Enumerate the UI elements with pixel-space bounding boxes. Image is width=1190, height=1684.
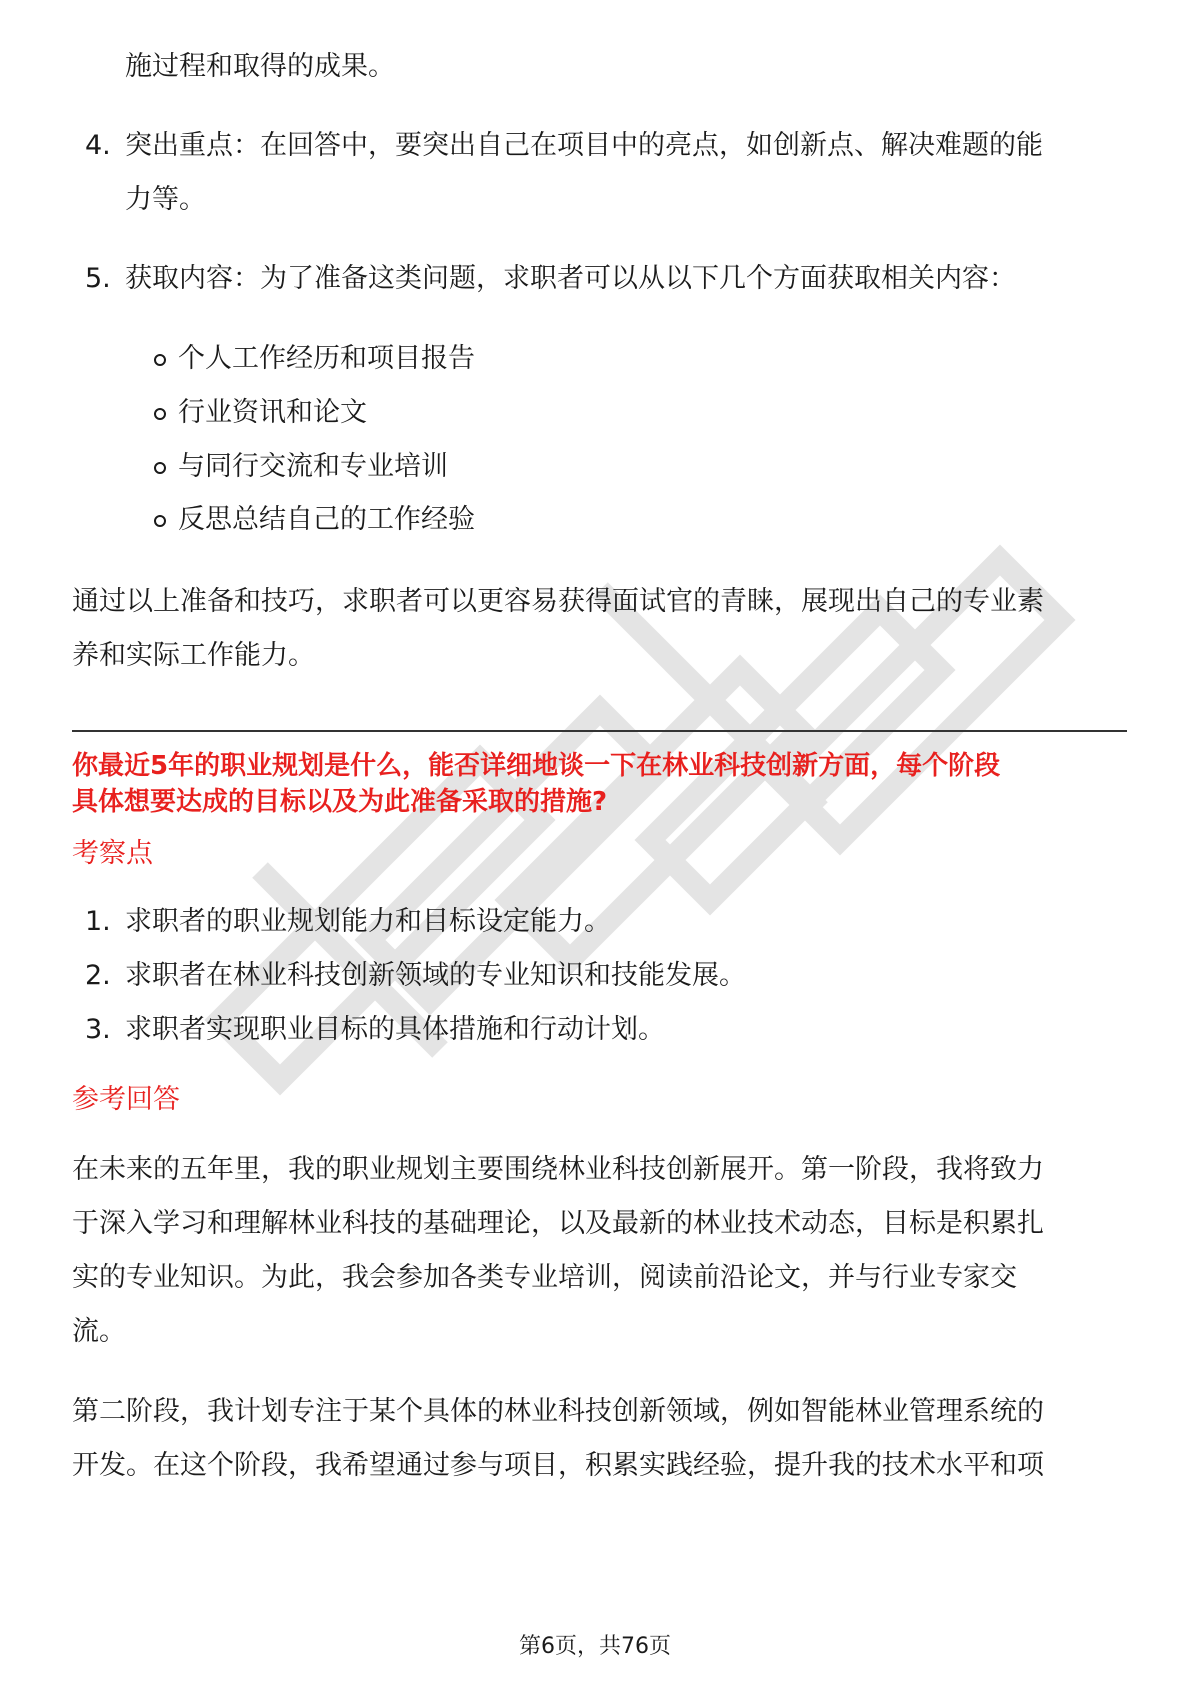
list-item-text: 求职者的职业规划能力和目标设定能力。 xyxy=(125,906,611,937)
answer-line: 在未来的五年里，我的职业规划主要围绕林业科技创新展开。第一阶段，我将致力 xyxy=(72,1154,1044,1185)
tip-number: 5. xyxy=(85,263,111,294)
list-item-text: 求职者在林业科技创新领域的专业知识和技能发展。 xyxy=(125,960,746,991)
bullet-icon xyxy=(154,462,166,474)
tip-text-line: 获取内容：为了准备这类问题，求职者可以从以下几个方面获取相关内容： xyxy=(125,263,1016,294)
page-footer: 第6页，共76页 xyxy=(519,1634,671,1659)
continuation-text: 施过程和取得的成果。 xyxy=(125,51,395,82)
tip-number: 4. xyxy=(85,130,111,161)
tip-text-line: 突出重点：在回答中，要突出自己在项目中的亮点，如创新点、解决难题的能 xyxy=(125,130,1043,161)
question-line: 你最近5年的职业规划是什么，能否详细地谈一下在林业科技创新方面，每个阶段 xyxy=(72,751,1001,781)
list-item-text: 行业资讯和论文 xyxy=(178,397,367,428)
answer-line: 开发。在这个阶段，我希望通过参与项目，积累实践经验，提升我的技术水平和项 xyxy=(72,1450,1044,1481)
answer-line: 于深入学习和理解林业科技的基础理论，以及最新的林业技术动态，目标是积累扎 xyxy=(72,1208,1044,1239)
question-line: 具体想要达成的目标以及为此准备采取的措施? xyxy=(72,787,608,817)
section-divider xyxy=(72,730,1127,732)
bullet-icon xyxy=(154,408,166,420)
summary-line: 养和实际工作能力。 xyxy=(72,640,315,671)
list-item-text: 求职者实现职业目标的具体措施和行动计划。 xyxy=(125,1014,665,1045)
answer-line: 流。 xyxy=(72,1316,126,1347)
bullet-icon xyxy=(154,354,166,366)
focus-heading: 考察点 xyxy=(72,838,153,869)
answer-line: 第二阶段，我计划专注于某个具体的林业科技创新领域，例如智能林业管理系统的 xyxy=(72,1396,1044,1427)
bullet-icon xyxy=(154,515,166,527)
list-item-text: 反思总结自己的工作经验 xyxy=(178,504,475,535)
answer-line: 实的专业知识。为此，我会参加各类专业培训，阅读前沿论文，并与行业专家交 xyxy=(72,1262,1017,1293)
tip-text-line: 力等。 xyxy=(125,184,206,215)
answer-heading: 参考回答 xyxy=(72,1084,180,1115)
list-item-text: 与同行交流和专业培训 xyxy=(178,451,448,482)
summary-line: 通过以上准备和技巧，求职者可以更容易获得面试官的青睐，展现出自己的专业素 xyxy=(72,586,1044,617)
list-number: 3. xyxy=(85,1014,111,1045)
list-item-text: 个人工作经历和项目报告 xyxy=(178,343,475,374)
list-number: 2. xyxy=(85,960,111,991)
list-number: 1. xyxy=(85,906,111,937)
